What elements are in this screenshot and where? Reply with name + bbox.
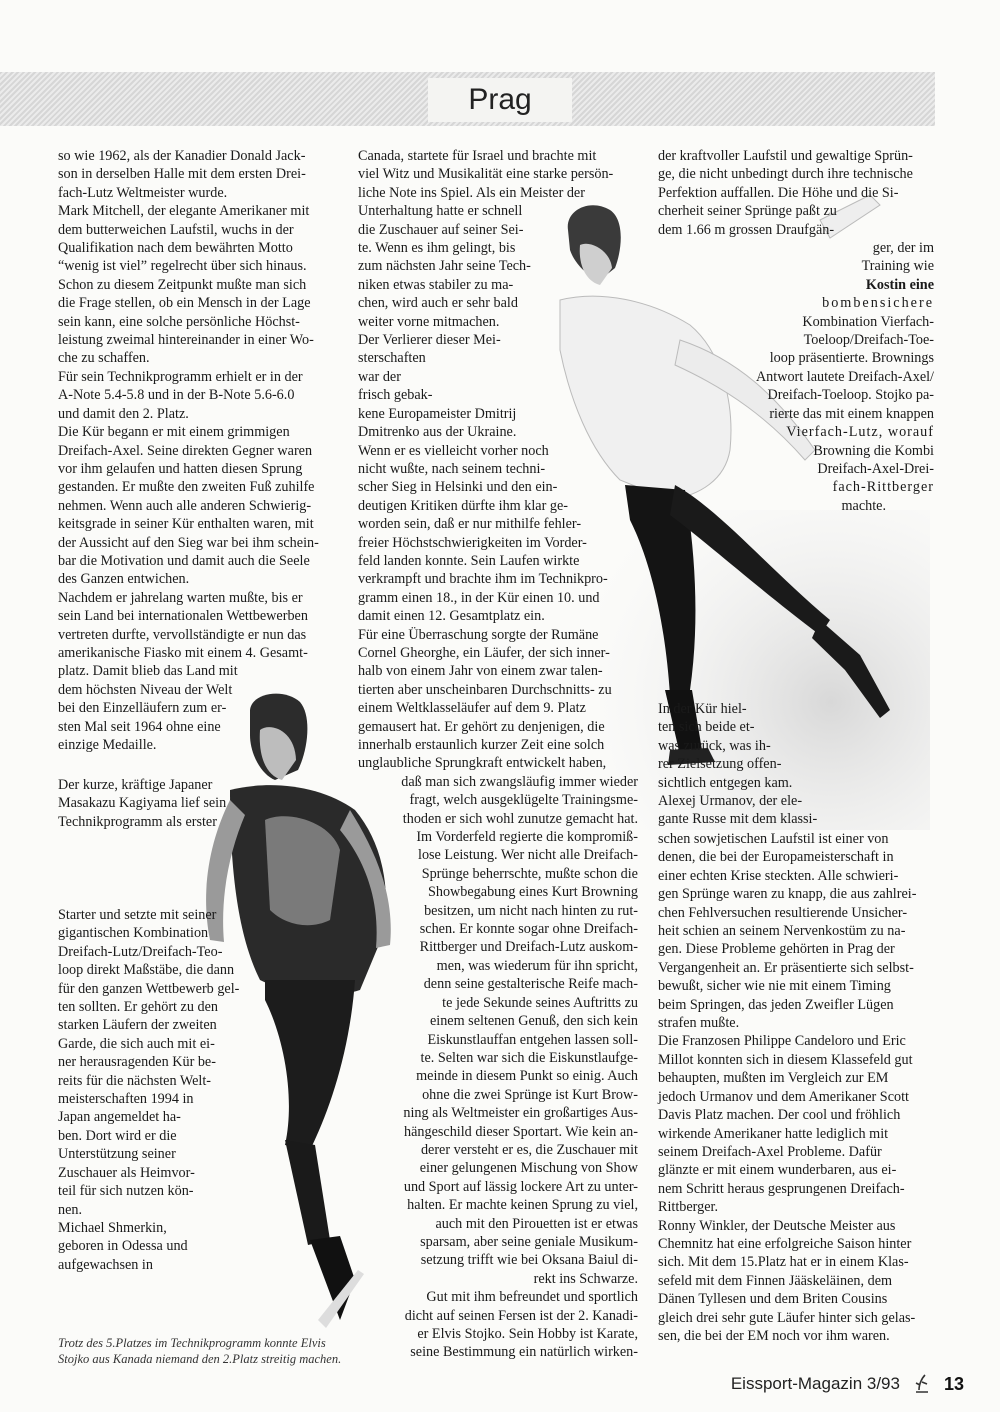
text-line: der kraftvoller Laufstil und gewaltige Sprün- [658,148,913,164]
column-2 [358,147,638,1362]
text-line: ten sollten. Er gehört zu den [58,999,218,1016]
text-line: einer echten Krise steckten. Alle schwieri- [658,867,899,884]
text-line: Masakazu Kagiyama lief sein [58,795,227,812]
text-line: liche Note ins Spiel. Als ein Meister der [358,184,585,201]
text-line: rierte das mit einem knappen [769,405,934,422]
text-line: sen, die bei der EM noch vor ihm waren. [658,1327,890,1344]
text-line: Ronny Winkler, der Deutsche Meister aus [658,1217,896,1234]
text-line: fragt, welch ausgeklügelte Trainingsme- [409,792,638,809]
text-line: Browning die Kombi [813,442,934,459]
text-line: Cornel Gheorghe, ein Läufer, der sich inner- [358,644,610,661]
text-line: Im Vorderfeld regierte die kompromiß- [416,829,638,846]
text-line: scher Sieg in Helsinki und den ein- [358,479,558,496]
text-line: thoden er sich wohl zunutze gemacht hat. [402,810,638,827]
page-number: 13 [943,1373,964,1394]
text-line: einer gelungenen Mischung von Show [419,1160,638,1177]
text-line: nehmen. Wenn auch alle anderen Schwierig- [58,497,312,514]
text-line: platz. Damit blieb das Land mit [58,663,238,680]
text-line: starken Läufern der zweiten [58,1017,217,1034]
text-line: vor ihm gelaufen und hatten diesen Sprung [58,460,303,477]
text-line: Nachdem er jahrelang warten mußte, bis er [58,589,303,606]
text-line: was zurück, was ih- [658,737,771,754]
text-line: derer versteht er es, die Zuschauer mit [420,1141,638,1158]
text-line: Toeloop/Dreifach-Toe- [803,332,934,349]
text-line: Schon zu diesem Zeitpunkt mußte man sich [58,276,307,293]
text-line: Vierfach-Lutz, worauf [786,424,934,441]
text-line: auch mit den Pirouetten ist er etwas [435,1215,638,1232]
text-line: bar die Motivation und damit auch die Seele [58,552,310,569]
text-line: tierten aber unscheinbaren Durchschnitts- zu [358,681,612,698]
text-line: verkrampft und brachte ihm im Technikpro- [358,571,608,588]
text-line: gen Sprünge waren zu knapp, die aus zahlrei- [658,886,917,903]
text-line: gen. Diese Probleme gehörten in Prag der [658,941,895,958]
text-line: meisterschaften 1994 in [58,1091,194,1108]
text-line: Mark Mitchell, der elegante Amerikaner mit [58,203,310,220]
text-line: innerhalb erstaunlich kurzer Zeit eine solch [358,737,605,753]
text-line: sterschaften [358,350,426,367]
text-line: sein Land bei internationalen Wettbewerben [58,608,308,625]
text-line: einzige Medaille. [58,737,157,753]
text-line: daß man sich zwangsläufig immer wieder [401,773,638,790]
text-line: frisch gebak- [358,387,433,404]
page-footer [731,1372,964,1396]
text-line: gleich drei sehr gute Läufer hinter sich gelas- [658,1309,916,1326]
skater-logo-icon [910,1372,934,1396]
text-line: Unterstützung seiner [58,1146,176,1163]
text-line: Dreifach-Lutz/Dreifach-Teo- [58,943,223,960]
text-line: Kostin eine [865,276,934,293]
text-line: war der [358,368,401,385]
magazine-name: Eissport-Magazin 3/93 [730,1374,900,1393]
text-line: Japan angemeldet ha- [58,1109,181,1126]
text-line: einem Weltklasseläufer auf dem 9. Platz [358,700,586,717]
caption-line: Trotz des 5.Platzes im Technikprogramm konnte Elvis [58,1336,326,1350]
text-line: sparsam, aber seine geniale Musikum- [420,1233,638,1250]
text-line: sefeld mit dem Finnen Jääskeläinen, dem [658,1272,893,1289]
text-line: Michael Shmerkin, [58,1219,167,1236]
text-line: fach-Lutz Weltmeister wurde. [58,184,228,201]
text-line: gigantischen Kombination [58,925,209,942]
text-line: men, was wiederum für ihn spricht, [436,957,638,974]
text-line: sichtlich entgegen kam. [658,774,793,791]
text-line: Technikprogramm als erster [58,813,217,830]
text-line: cherheit seiner Sprünge paßt zu [658,203,837,220]
text-line: dem höchsten Niveau der Welt [58,681,233,698]
text-line: meinde in diesem Punkt so einig. Auch [416,1068,638,1085]
text-line: dicht auf seinen Fersen ist der 2. Kanadi- [404,1307,638,1324]
text-line: gante Russe mit dem klassi- [658,811,818,828]
text-line: für den ganzen Wettbewerb gel- [58,980,240,997]
text-line: machte. [841,497,886,514]
text-line: kene Europameister Dmitrij [358,405,517,422]
text-line: Canada, startete für Israel und brachte mit [358,148,597,164]
text-line: beim Springen, das jeden Zweifler Lügen [658,996,894,1013]
text-line: dem butterweichen Laufstil, wuchs in der [58,221,294,238]
text-line: heit schien an seinem Nervenkostüm zu na- [658,923,906,940]
text-line: te. Wenn es ihm gelingt, bis [358,240,516,257]
column-1-bottom [58,906,248,1274]
text-line: In der Kür hiel- [658,701,747,717]
text-line: denen, die bei der Europameisterschaft in [658,849,894,866]
text-line: Rittberger und Dreifach-Lutz auskom- [419,939,638,956]
text-line: “wenig ist viel” regelrecht über sich hinaus. [58,258,307,275]
text-line: viel Witz und Musikalität eine starke persön- [358,166,614,183]
text-line: keitsgrade in seiner Kür enthalten waren, mit [58,516,314,533]
text-line: sein kann, eine solche persönliche Höchst- [58,313,300,330]
text-line: Garde, die sich auch mit ei- [58,1035,215,1052]
text-line: denn seine gestalterische Reife mach- [423,976,638,993]
column-3-top [658,147,934,515]
text-line: wirkende Amerikaner hatte lediglich mit [658,1125,889,1142]
text-line: Für sein Technikprogramm erhielt er in der [58,368,303,385]
text-line: Sprünge beherrschte, mußte schon die [421,865,638,882]
text-line: leistung zweimal hintereinander in einer Wo- [58,332,314,349]
text-line: te. Selten war sich die Eiskunstlaufge- [420,1049,638,1066]
text-line: Der Verlierer dieser Mei- [358,332,501,349]
text-line: rekt ins Schwarze. [533,1270,638,1287]
text-line: dem 1.66 m grossen Draufgän- [658,221,835,238]
text-line: Qualifikation nach dem bewährten Motto [58,240,293,257]
text-line: bombensichere [822,295,934,312]
text-line: Eiskunstlauffan entgehen lassen soll- [427,1031,638,1048]
text-line: zum nächsten Jahr seine Tech- [358,258,531,275]
text-line: geboren in Odessa und [58,1238,188,1255]
text-line: ten sich beide et- [658,719,755,736]
column-1-mid [58,776,258,831]
text-line: Rittberger. [658,1199,719,1216]
text-line: die Zuschauer auf seiner Sei- [358,221,524,238]
text-line: ohne die zwei Sprünge ist Kurt Brow- [422,1086,638,1103]
text-line: so wie 1962, als der Kanadier Donald Jack- [58,148,306,164]
text-line: sich. Mit dem 15.Platz hat er in einem Klas- [658,1254,909,1271]
text-line: halb von einem Jahr von einem zwar talen- [358,663,603,680]
text-line: loop direkt Maßstäbe, die dann [58,962,235,979]
text-line: ning als Weltmeister ein großartiges Aus- [403,1105,638,1122]
text-line: reits für die nächsten Welt- [58,1072,212,1089]
text-line: vertreten durfte, vervollständigte er nun das [58,626,307,643]
text-line: behaupten, mußten im Vergleich zur EM [658,1070,889,1087]
text-line: Millot konnten sich in diesem Klassefeld gut [658,1051,913,1068]
text-line: fach-Rittberger [832,479,934,496]
text-line: hängeschild dieser Sportart. Wie kein an- [404,1123,638,1140]
text-line: Für eine Überraschung sorgte der Rumäne [358,626,599,643]
text-line: besitzen, um nicht nach hinten zu rut- [424,902,638,919]
text-line: des Ganzen entwichen. [58,571,190,588]
text-line: schen. Er konnte sogar ohne Dreifach- [419,921,638,938]
text-line: Antwort lautete Dreifach-Axel/ [755,368,934,385]
text-line: ben. Dort wird er die [58,1127,177,1144]
text-line: und Sport auf lässig lockere Art zu unter- [403,1178,638,1195]
text-line: Die Kür begann er mit einem grimmigen [58,424,290,441]
text-line: sten Mal seit 1964 ohne eine [58,718,221,735]
text-line: Der kurze, kräftige Japaner [58,777,213,793]
text-line: halten. Er machte keinen Sprung zu viel, [407,1197,638,1214]
text-line: Vergangenheit an. Er präsentierte sich selbst- [658,959,914,976]
text-line: Dreifach-Toeloop. Stojko pa- [767,387,934,404]
text-line: er Elvis Stojko. Sein Hobby ist Karate, [417,1326,638,1342]
column-1-top [58,147,336,754]
text-line: setzung trifft wie bei Oksana Baiul di- [420,1252,638,1269]
text-line: gemausert hat. Er gehört zu denjenigen, die [358,718,605,735]
column-3-bottom [658,830,936,1345]
caption-line: Stojko aus Kanada niemand den 2.Platz streitig machen. [58,1352,342,1366]
text-line: jedoch Urmanov und dem Amerikaner Scott [658,1088,909,1105]
text-line: glänzte er mit einem wunderbaren, aus ei- [658,1162,897,1179]
text-line: nen. [58,1201,83,1218]
text-line: chen Fehlversuchen resultierende Unsicher- [658,904,908,921]
text-line: unglaubliche Sprungkraft entwickelt haben, [358,755,607,772]
text-line: Zuschauer als Heimvor- [58,1164,195,1181]
text-line: che zu schaffen. [58,350,150,367]
text-line: bei den Einzelläufern zum er- [58,700,227,717]
text-line: Alexej Urmanov, der ele- [658,793,803,810]
page-title: Prag [428,78,572,122]
text-line: Showbegabung eines Kurt Browning [427,884,638,901]
text-line: nem Schritt heraus gesprungenen Dreifach- [658,1180,905,1197]
text-line: strafen mußte. [658,1015,740,1032]
text-line: Kombination Vierfach- [802,313,934,330]
text-line: teil für sich nutzen kön- [58,1183,194,1200]
text-line: Dreifach-Axel. Seine direkten Gegner waren [58,442,313,459]
text-line: Wenn er es vielleicht vorher noch [358,442,549,459]
text-line: seine Bestimmung ein natürlich wirken- [410,1344,638,1361]
text-line: ger, der im [872,240,934,257]
text-line: Dmitrenko aus der Ukraine. [358,424,517,441]
text-line: weiter vorne mitmachen. [358,313,500,330]
text-line: chen, wird auch er sehr bald [358,295,518,312]
text-line: die Frage stellen, ob ein Mensch in der Lage [58,295,311,312]
text-line: damit einen 12. Gesamtplatz ein. [358,608,545,625]
text-line: A-Note 5.4-5.8 und in der B-Note 5.6-6.0 [58,387,295,404]
text-line: Unterhaltung hatte er schnell [358,203,523,220]
column-3-mid [658,700,888,829]
text-line: amerikanische Fiasko mit einem 4. Gesamt- [58,644,308,661]
text-line: schen sowjetischen Laufstil ist einer von [658,831,889,847]
text-line: Dänen Tyllesen und dem Briten Cousins [658,1291,888,1308]
text-line: niken etwas stabiler zu ma- [358,276,514,293]
text-line: Starter und setzte mit seiner [58,907,217,923]
text-line: Die Franzosen Philippe Candeloro und Eric [658,1033,906,1050]
text-line: Chemnitz hat eine erfolgreiche Saison hinter [658,1235,912,1252]
text-line: rer Zielsetzung offen- [658,756,782,773]
text-line: bewußt, sicher wie nie mit einem Timing [658,978,891,995]
text-line: Perfektion auffallen. Die Höhe und die Si- [658,184,899,201]
text-line: nicht wußte, nach seinem techni- [358,460,546,477]
text-line: gramm einen 18., in der Kür einen 10. und [358,589,600,606]
text-line: deutigen Kritiken dürfte ihm klar ge- [358,497,568,514]
text-line: ner herausragenden Kür be- [58,1054,216,1071]
photo-caption [58,1335,388,1367]
text-line: Davis Platz machen. Der cool und fröhlich [658,1107,901,1124]
text-line: Dreifach-Axel-Drei- [817,460,934,477]
text-line: Training wie [861,258,934,275]
text-line: son in derselben Halle mit dem ersten Drei- [58,166,306,183]
text-line: lose Leistung. Wer nicht alle Dreifach- [418,847,638,864]
text-line: gestanden. Er mußte den zweiten Fuß zuhilfe [58,479,315,496]
text-line: freier Höchstschwierigkeiten im Vorder- [358,534,587,551]
text-line: und damit den 2. Platz. [58,405,189,422]
text-line: worden sein, daß er nur mithilfe fehler- [358,516,582,533]
text-line: te jede Sekunde seines Auftritts zu [442,994,638,1011]
text-line: ge, die nicht unbedingt durch ihre technische [658,166,913,183]
text-line: aufgewachsen in [58,1256,153,1273]
text-line: einem seltenen Genuß, den sich kein [429,1013,638,1030]
text-line: feld landen konnte. Sein Laufen wirkte [358,552,580,569]
text-line: der Aussicht auf den Sieg war bei ihm schein- [58,534,319,551]
text-line: seinem Dreifach-Axel Probleme. Dafür [658,1143,882,1160]
text-line: loop präsentierte. Brownings [769,350,934,367]
text-line: Gut mit ihm befreundet und sportlich [426,1289,638,1306]
